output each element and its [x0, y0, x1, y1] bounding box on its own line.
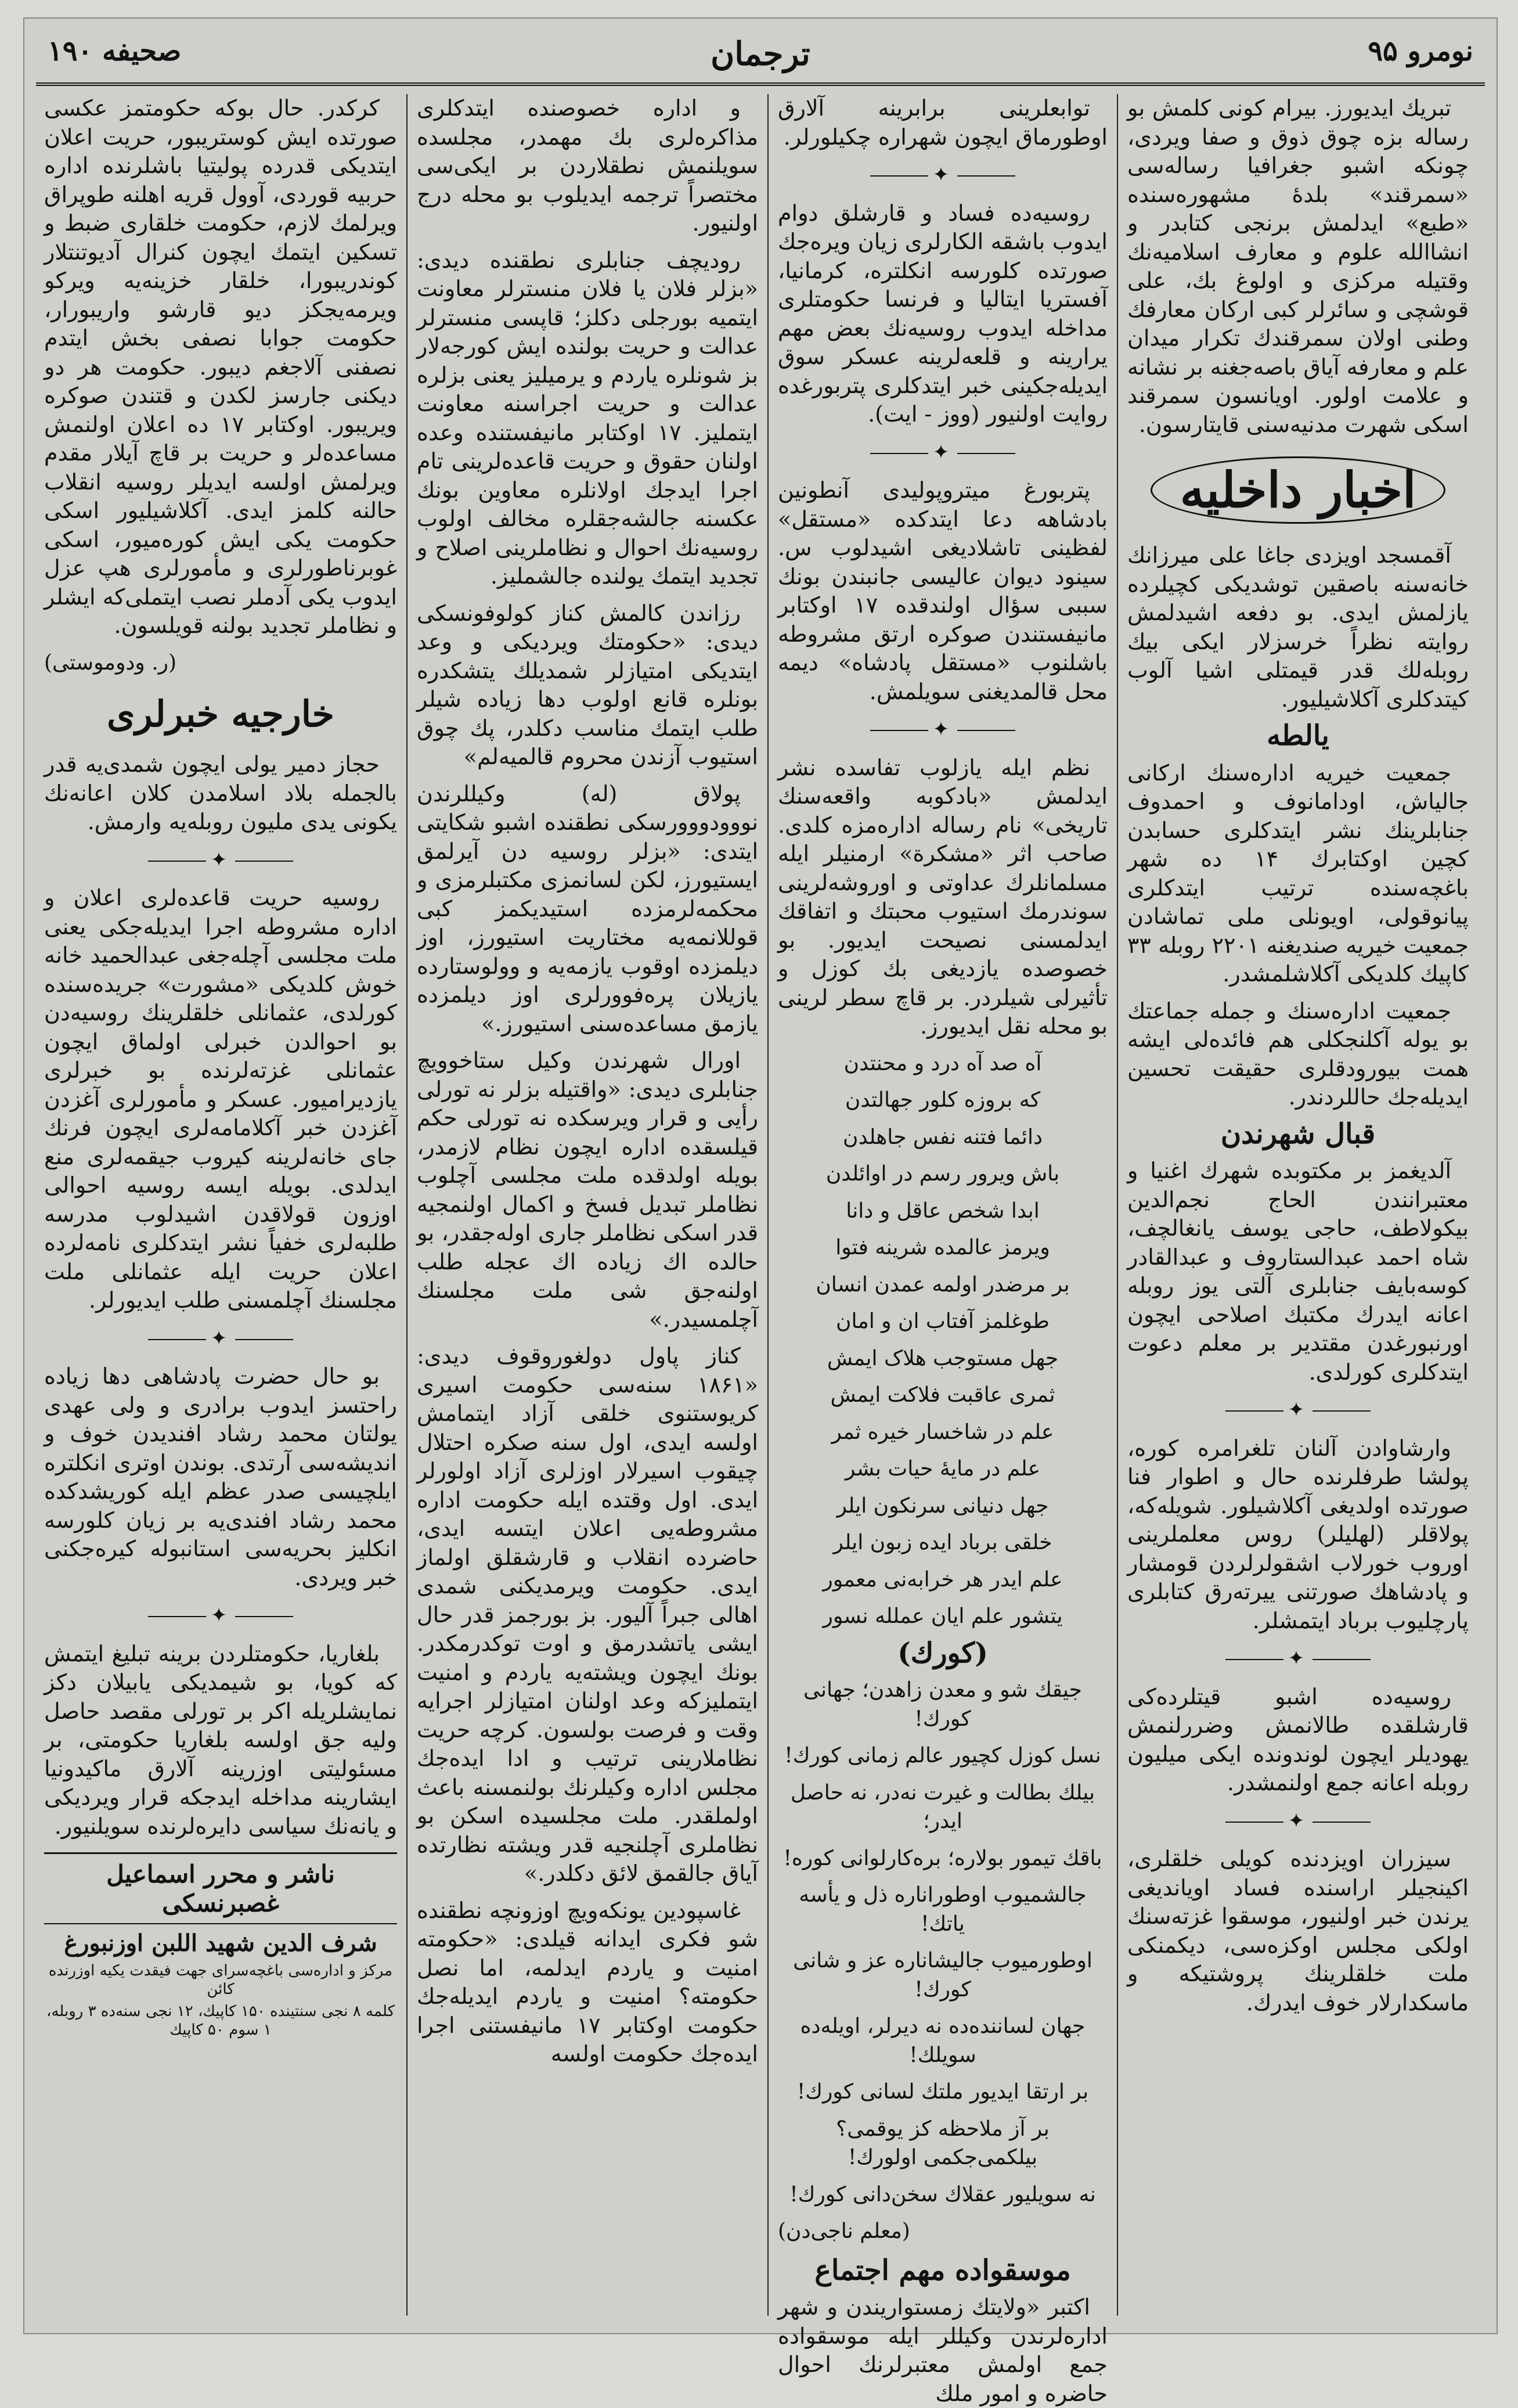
- paragraph: توابعلرینی برابرینه آلارق اوطورماق ایچون شهراره چکیلورلر.: [778, 95, 1108, 150]
- poem-attribution: (معلم ناجی‌دن): [778, 2219, 910, 2243]
- verse-line: جهان لساننده‌ده نه دیرلر، اویله‌ده سویلك!: [800, 2014, 1086, 2067]
- newspaper-page: [23, 17, 1498, 2406]
- page-number: صحیفه ۱۹۰: [48, 35, 182, 67]
- verse-line: خلقی برباد ایده زبون ایلر: [833, 1531, 1052, 1554]
- column-rule: [1117, 94, 1118, 2316]
- paragraph: کناز پاول دولغوروقوف دیدی: «۱۸۶۱ سنه‌سی حکومت اسیری کریوستنوی خلقی آزاد ایتمامش اولسه ایدی، اول سنه صکره احتلال چیقوب اسیرلار اوزلری آزاد اولورلر ایدی. اول وقتده ایله حکومت اداره مشروطه‌یی اعلان ایتسه ایدی، حاضرده انقلاب و قارشقلق اولماز ایدی. حکومت ویرمدیکنی شمدی اهالی جبراً آلیور. بز بورجمز قدر حال ایشی یاتشدرمق و اوت توکدرمکدر. بونك ایچون ویشته‌یه یاردم و امنیت ایتملیزکه وعد اولنان امتیازلر اجرایه وقت و فرصت بولسون. کرچه حریت نظاملارینی ترتیب و ادا ایده‌جك مجلس اداره وکیلرنك بولنمسنه باعث اولملقدر. ملت مجلسیده اسکن بو نظاملری آچلنجیه قدر ویشته نظارتده آیاق جالقمق لائق دکلدر.»: [417, 1343, 758, 1886]
- paragraph: روسیه حریت قاعده‌لری اعلان و اداره مشروطه اجرا ایدیله‌جکی یعنی ملت مجلسی آچله‌جغی عبدالحمید خانه خوش کلدیکی «مشورت» جریده‌سنده کورلدی، عثمانلی خلقلرینك روسیه‌دن بو احوالدن خبرلی اولماق ایچون عثمانلی غزته‌لرنده بو خبرلری یازدیرامیور. عسکر و مأمورلری آغزدن آغزدن خبر آکلامامه‌لری ایچون فرنك جای خانه‌لرینه کیروب جیقمه‌لری منع ایدلدی. بویله ایسه روسیه احوالی اوزون قولاقدن اشیدلوب مدرسه طلبه‌لری خفیاً نشر ایتدکلری نامه‌لرده اعلان حریت ایله عثمانلی ملت مجلسنك آچلمسنی طلب ایدیورلر.: [44, 885, 397, 1313]
- column-4: [37, 94, 404, 2321]
- verse-line: اوطورمیوب جالیشاناره عز و شانی کورك!: [793, 1949, 1092, 2002]
- verse-line: آه صد آه درد و محنتدن: [843, 1051, 1042, 1075]
- paragraph: حجاز دمیر یولی ایچون شمدی‌یه قدر بالجمله بلاد اسلامدن کلان اعانه‌نك یکونی یدی ملیون روبله‌یه وارمش.: [44, 751, 397, 834]
- column-3: [410, 94, 765, 2321]
- separator-ornament: ✦: [1127, 1644, 1469, 1673]
- verse-line: ابدا شخص عاقل و دانا: [846, 1198, 1040, 1223]
- paragraph: تبریك ایدیورز. بیرام کونی کلمش بو رساله بزه چوق ذوق و صفا ویردی، چونکه اشبو جغرافیا رساله‌سی «سمرقند» بلدهٔ مشهوره‌سنده «طبع» ایدلمش برنجی کتابدر و انشاالله علوم و معارف اسلامیه‌نك وقتیله مرکزی و اولوغ بك، علی قوشچی و سائرلر کبی ارکان معارفك وطنی اولان سمرقندك تکرار میدان علم و معارفه آیاق باصه‌جغنه بر نشانه و علامت اولور. اویانسون سمرقند اسکی شهرت مدنیه‌سنی قایتارسون.: [1127, 95, 1469, 437]
- paragraph: بلغاریا، حکومتلردن برینه تبلیغ ایتمش که کویا، بو شیمدیکی یابیلان دکز نمایشلریله اکر بر تورلی مقصد حاصل ولیه جق اولسه بلغاریا حکومتی، بر مسئولیتی اوزرینه آلارق ماکیدونیا ایشارینه مداخله ایدجکه قرار ویردیکی و یانه‌نك سیاسی دایره‌لرنده سویلنیور.: [44, 1640, 397, 1839]
- verse-line: علم ایدر هر خرابه‌نی معمور: [823, 1567, 1063, 1592]
- paragraph: بو حال حضرت پادشاهی دها زیاده راحتسز ایدوب برادری و ولی عهدی یولتان محمد رشاد افندیدن خوف و اندیشه‌سی آرتدی. بوندن اوتری انکلتره ایلچیسی صدر عظم ایله کوریشدکده محمد رشاد افندی‌یه بر زیان کلورسه انکلیز بحریه‌سی استانبوله کیره‌جکنی خبر ویردی.: [44, 1363, 397, 1590]
- separator-ornament: ✦: [1127, 1807, 1469, 1836]
- verse-line: طوغلمز آفتاب ان و امان: [836, 1309, 1050, 1333]
- verse-line: باش ویرور رسم در اوائلدن: [825, 1162, 1060, 1186]
- verse-line: که بروزه کلور جهالتدن: [845, 1088, 1041, 1112]
- separator-ornament: ✦: [778, 715, 1108, 744]
- verse-line: دائما فتنه نفس جاهلدن: [843, 1125, 1043, 1149]
- verse-line: ثمری عاقبت فلاکت ایمش: [830, 1383, 1055, 1407]
- verse-line: ویرمز عالمده شرینه فتوا: [835, 1236, 1050, 1259]
- verse-line: جالشمیوب اوطوراناره ذل و یأسه یاتك!: [799, 1883, 1087, 1936]
- newspaper-title: ترجمان: [711, 35, 810, 73]
- issue-number: نومرو ۹۵: [1368, 35, 1473, 67]
- column-rule: [767, 94, 769, 2316]
- verse-line: جهل دنیانی سرنکون ایلر: [836, 1493, 1049, 1518]
- paragraph: جمعیت خیریه اداره‌سنك ارکانی جالیاش، اودامانوف و احمدوف جنابلرینك نشر ایتدکلری حسابدن کچین اوکتابرك ۱۴ ده شهر باغچه‌سنده ترتیب ایتدکلری پیانوقولی، اویونلی ملی تماشادن جمعیت خیریه صندیغنه ۲۲۰۱ روبله ۳۳ کاپیك کلدیکی آکلاشلمشدر.: [1127, 760, 1469, 987]
- separator-ornament: ✦: [1127, 1396, 1469, 1425]
- verse-line: علم در شاخسار خیره ثمر: [831, 1420, 1054, 1444]
- verse-line: علم در مایهٔ حیات بشر: [845, 1457, 1041, 1481]
- subheading-yalta: یالطه: [1267, 719, 1329, 752]
- section-heading-domestic-news: اخبار داخلیه: [1151, 456, 1445, 524]
- paragraph: رزاندن کالمش کناز کولوفونسکی دیدی: «حکومتك ویردیکی و وعد ایتدیکی امتیازلر شمدیلك یتشکدره بونلره قانع اولوب دها زیاده شیلر طلب ایتمك مناسب دکلدر، پك چوق استیوب آزندن محروم قالمیه‌لم»: [417, 600, 758, 769]
- verse-line: بر آز ملاحظه کز یوقمی؟ بیلکمی‌جکمی اولورك!: [836, 2117, 1050, 2169]
- column-rule: [406, 94, 408, 2316]
- paragraph: رودیچف جنابلری نطقنده دیدی: «بزلر فلان یا فلان منسترلر معاونت ایتمیه بورجلی دکلز؛ قاپسی منسترلر عدالت و حریت بولنده ایش کورجه‌لار بز شونلره یاردم و یرمیلیز یعنی بزلره عدالت و حریت اجراسنه معاونت ایتملیز. ۱۷ اوکتابر مانیفستنده وعده اولنان حقوق و حریت قاعده‌لرینی تام اجرا ایدجك اولانلره معاوین بونك عکسنه جالشه‌جقلره مخالف اولوب روسیه‌نك احوال و نظاملرینی اصلاح و تجدید ایتمك یولنده جالشملیز.: [417, 247, 758, 589]
- separator-ornament: ✦: [778, 161, 1108, 190]
- imprint-info: مرکز و اداره‌سی باغچه‌سرای جهت فیقدت یکیه اوزرنده کائن: [48, 1961, 393, 1998]
- paragraph: سیزران اویزدنده کویلی خلقلری، اکینجیلر اراسنده فساد اویاندیغی یرندن خبر اولنیور، موسقوا غزته‌سنك اولکی مجلس اوکزه‌سی، دیکمنکی ملت خلقلرینك پروشتیکه و ماسکدارلار خوف ایدرك.: [1127, 1846, 1469, 2015]
- separator-ornament: ✦: [44, 846, 397, 875]
- verse-line: بیلك بطالت و غیرت نه‌در، نه حاصل ایدر؛: [790, 1780, 1095, 1833]
- paragraph: کرکدر. حال بوکه حکومتمز عکسی صورتده ایش کوستریبور، حریت اعلان ایتدیکی قدرده پولیتیا باشلرنده اداره حربیه قوردی، آوول قریه اهلنه طوپراق ویرلمك لازم، حکومت خلقاری ضبط و تسکین ایتمك ایچون کنرال آدیوتنتلار کوندریبورا، خلقار خزینه‌یه ویرکو ویرمه‌یجکز دیو قارشو واریبورار، حکومت جوابا نصفی بخش ایتدم نصفنی آلاجغم دیبور. حکومت هر دو دیکنی جارسز لکدن و قتندن صوکره ویریبور. اوکتابر ۱۷ ده اعلان اولنمش مساعده‌لر و حریت بر قاچ آیلار مقدم ویرلمش اولسه ایدیلر روسیه انقلاب حالنه کلمز ایدی. آکلاشیلیور اسکی حکومت یکی ایش کوره‌میور، اسکی غوبرناطورلری و مأمورلری هپ عزل ایدوب یکی آدملر نصب ایتملی‌که ایشلر و نظاملر تجدید بولنه قویلسون.: [44, 95, 397, 638]
- separator-ornament: ✦: [44, 1324, 397, 1354]
- separator-ornament: ✦: [778, 438, 1108, 467]
- paragraph: نظم ایله یازلوب تفاسده نشر ایدلمش «بادکوبه واقعه‌سنك تاریخی» نام رساله اداره‌مزه کلدی. صاحب اثر «مشکرة» ارمنیلر ایله مسلمانلرك عداوتی و اوروشه‌لرینی سوندرمك استیوب محبتك و اتفاقك ایدلمسنی نصیحت ایدیور. بو خصوصده یازدیغی بك کوزل و تأثیرلی شیلردر. بر قاچ سطر لرینی بو محله نقل ایدیورز.: [778, 754, 1108, 1039]
- imprint-box: [44, 1852, 397, 2039]
- verse-line: بر ارتقا ایدیور ملتك لسانی کورك!: [796, 2080, 1089, 2104]
- paragraph: پولاق (له) وکیللرندن نووودووورسکی نطقنده اشبو شکایتی ایتدی: «بزلر روسیه دن آیرلمق ایستیورز، لکن لسانمزی مکتبلرمزی و محکمه‌لرمزده استیدیکمز کبی قوللانمه‌یه مختاریت استیورز، اوز دیلمزده اوقوب یازمه‌یه و وولوستارده یازیلان پره‌فوورلری اوز دیلمزده یازمق مساعده‌سنی استیورز.»: [417, 780, 758, 1036]
- paragraph: اورال شهرندن وکیل ستاخوویچ جنابلری دیدی: «واقتیله بزلر نه تورلی رأیی و قرار ویرسکده نه تورلی حکم قیلسقده اداره ایچون نظام لازمدر، بویله اولدقده ملت مجلسی آچلوب نظاملر تبدیل فسخ و اکمال اولنمجیه قدر اسکی نظاملر جاری اوله‌جقدر، بو حالده اك زیاده اك عجله طلب اولنه‌جق شی ملت مجلسنك آچلمسیدر.»: [417, 1048, 758, 1332]
- section-heading-foreign-news: خارجیه خبرلری: [107, 693, 334, 735]
- verse-line: بر مرضدر اولمه عمدن انسان: [816, 1272, 1070, 1297]
- masthead: [36, 30, 1485, 86]
- column-1: [1120, 94, 1476, 2321]
- publisher-line: ناشر و محرر اسماعیل غصبرنسکی: [106, 1860, 335, 1917]
- source-attribution: (ر. ودوموستی): [44, 650, 177, 675]
- printer-line: شرف الدین شهید اللبن اوزنبورغ: [44, 1923, 397, 1958]
- verse-line: نه سویلیور عقلاك سخن‌دانی کورك!: [789, 2182, 1096, 2207]
- paragraph: و اداره خصوصنده ایتدکلری مذاکره‌لری بك مهمدر، مجلسده سویلنمش نطقلاردن بر ایکی‌سی مختصراً ترجمه ایدیلوب بو محله درج اولنیور.: [417, 95, 758, 236]
- subheading-moscow-meeting: موسقوا‌ده مهم اجتماع: [814, 2254, 1071, 2287]
- paragraph: آلدیغمز بر مکتوبده شهرك اغنیا و معتبرانندن الحاج نجم‌الدین بیکولاطف، حاجی یوسف یانغالچف، شاه احمد عبدالستاروف و عبدالقادر کوسه‌بایف جنابلری آلتی یوز روبله اعانه ایدرك مکتبك اصلاحی ایچون اورنبورغدن مقتدیر بر معلم دعوت ایتدکلری کورلدی.: [1127, 1158, 1469, 1385]
- paragraph: روسیه‌ده فساد و قارشلق دوام ایدوب باشقه الکارلری زیان ویره‌جك صورتده کلورسه انکلتره، کرمانیا، آفستریا ایتالیا و فرنسا حکومتلری مداخله ایدوب روسیه‌نك بعض مهم یرارینه و قلعه‌لرینه عسکر سوق ایدیله‌جکینی خبر ایتدکلری پتربورغده روایت اولنیور (ووز - ایت).: [778, 200, 1108, 427]
- verse-line: باقك تیمور بولاره؛ بره‌کارلوانی کوره!: [783, 1846, 1102, 1870]
- separator-ornament: ✦: [44, 1601, 397, 1630]
- paragraph: وارشاوادن آلنان تلغرامره کوره، پولشا طرفلرنده حال و اطوار فنا صورتده اولدیغی آکلاشیلور. شویله‌که، پولاقلر (لهلیلر) روس معلملرینی اوروب خورلاب اشقولرلردن قومشار و پادشاهك صورتنی ییرته‌رق کتابلری پارچلیوب برباد ایتمشلر.: [1127, 1435, 1469, 1633]
- verse-line: یتشور علم ایان عملله نسور: [823, 1604, 1063, 1628]
- verse-line: نسل کوزل کچیور عالم زمانی کورك!: [784, 1744, 1101, 1768]
- paragraph: پتربورغ میتروپولیدی آنطونین بادشاهه دعا ایتدکده «مستقل» لفظینی تاشلادیغی اشیدلوب س. سینود دیوان عالیسی جانبندن بونك سببی سؤال اولندقده ۱۷ اوکتابر مانیفستندن صوکره ارتق مشروطه باشلنوب «مستقل پادشاه» دیمه محل قالمدیغنی سویلمش.: [778, 477, 1108, 704]
- verse-line: جهل مستوجب هلاک ایمش: [827, 1346, 1059, 1370]
- imprint-info: کلمه ۸ نجی سنتینده ۱۵۰ کاپیك، ۱۲ نجی سنه‌ده ۳ روبله، ۱ سوم ۵۰ کاپیك: [46, 2002, 395, 2039]
- poem-title: (کورك): [897, 1636, 988, 1669]
- subheading-kabal: قبال شهرندن: [1220, 1117, 1376, 1150]
- paragraph: اکتبر «ولایتك زمستواریندن و شهر اداره‌لرندن وکیللر ایله موسقوا‌ده جمع اولمش معتبرلرنك احوال حاضره و امور ملك: [778, 2294, 1108, 2406]
- paragraph: آقمسجد اویزدی جاغا علی میرزانك خانه‌سنه باصقین توشدیکی کچیلرده یازلمش ایدی. بو دفعه اشیدلمش روایته نظراً خرسزلار ایکی بیك روبله‌لك قدر قیمتلی اشیا آلوب کیتدکلری آکلاشیلیور.: [1127, 542, 1469, 712]
- column-2: [771, 94, 1115, 2406]
- verse-line: جیقك شو و معدن زاهدن؛ جهانی کورك!: [803, 1678, 1082, 1731]
- paragraph: جمعیت اداره‌سنك و جمله جماعتك بو یوله آکلنجکلی هم فائده‌لی ایشه همت بیورودقلری حقیقت تحسین ایدیله‌جك حاللردندر.: [1127, 998, 1469, 1110]
- paragraph: غاسپودین یونکه‌ویچ اوزونچه نطقنده شو فکری ایدانه قیلدی: «حکومته امنیت و یاردم ایدلمه، اما نصل حکومته؟ امنیت و یاردم ایدیله‌جك حکومت اوکتابر ۱۷ مانیفستنی اجرا ایده‌جك حکومت اولسه: [417, 1897, 758, 2067]
- paragraph: روسیه‌ده اشبو قیتلرده‌کی قارشلقده طالانمش وضررلنمش یهودیلر ایچون لوندونده ایکی میلیون روبله اعانه جمع اولنمشدر.: [1127, 1683, 1469, 1795]
